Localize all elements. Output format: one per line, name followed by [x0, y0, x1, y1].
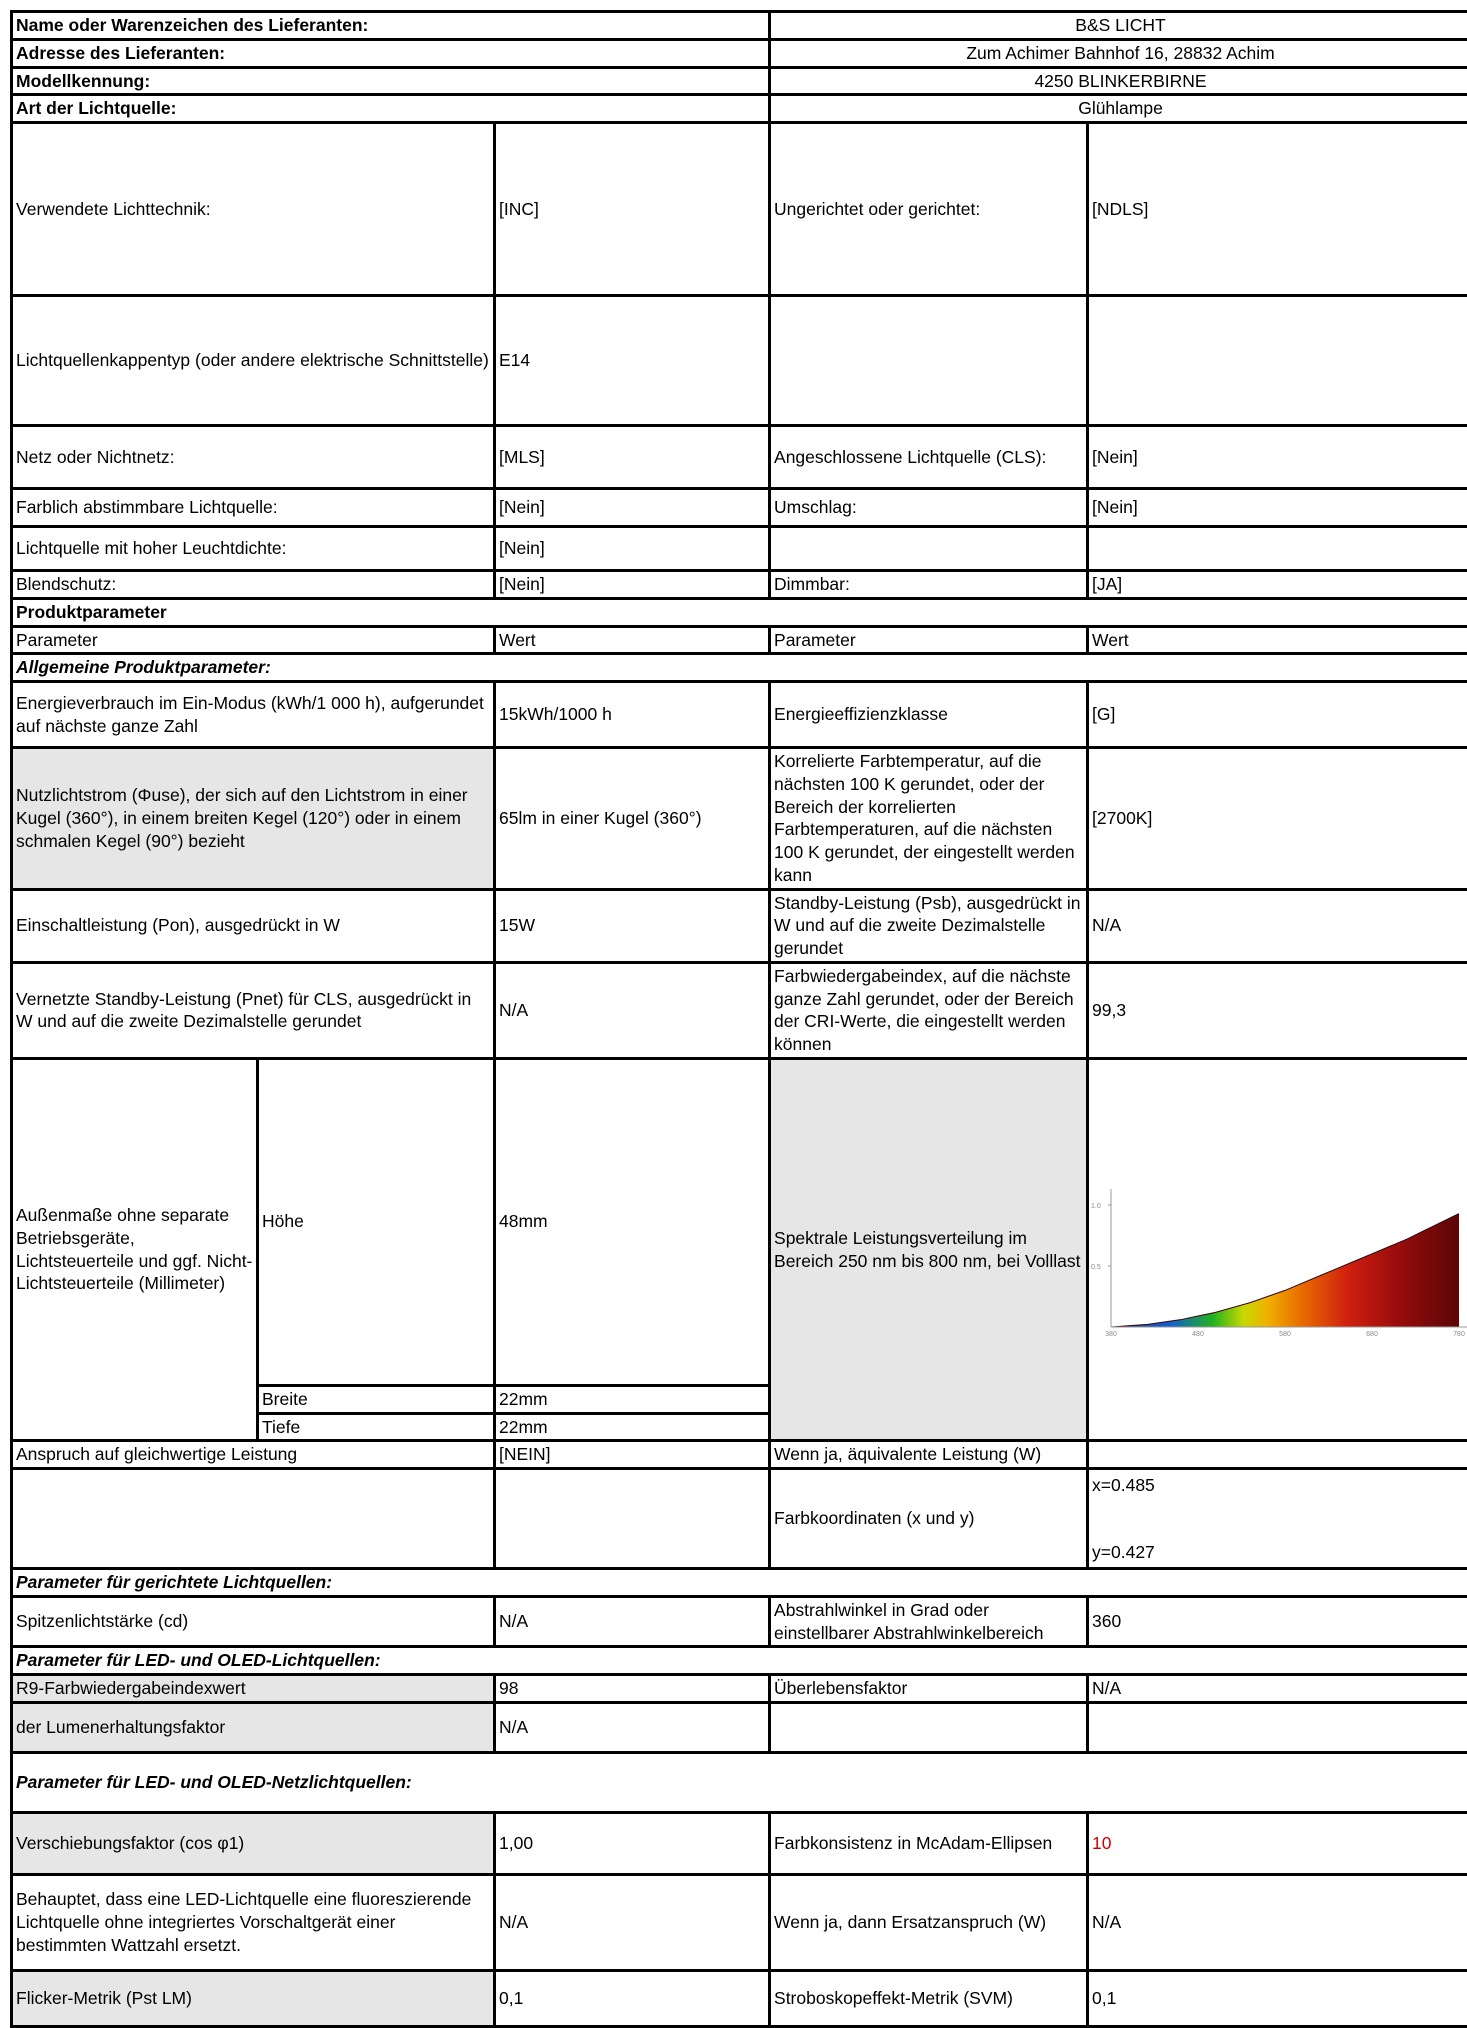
product-params-title-row [12, 598, 1467, 626]
beam-angle-value: 360 [1088, 1596, 1467, 1647]
peak-intensity-label: Spitzenlichtstärke (cd) [12, 1596, 495, 1647]
cap-type-row [12, 296, 1467, 426]
useful-flux-value: 65lm in einer Kugel (360°) [495, 748, 770, 890]
chroma-x-value: x=0.485 [1092, 1474, 1467, 1497]
chroma-y-value: y=0.427 [1092, 1541, 1467, 1564]
mains-row [12, 426, 1467, 489]
product-information-sheet [10, 10, 1467, 2028]
supplier-address-value: Zum Achimer Bahnhof 16, 28832 Achim [770, 39, 1467, 67]
light-source-type-value: Glühlampe [770, 95, 1467, 123]
led-mains-title-row [12, 1752, 1467, 1812]
anti-glare-label: Blendschutz: [12, 571, 495, 599]
directional-value: [NDLS] [1088, 123, 1467, 296]
connected-value: [Nein] [1088, 426, 1467, 489]
directional-label: Ungerichtet oder gerichtet: [770, 123, 1088, 296]
supplier-name-label: Name oder Warenzeichen des Lieferanten: [12, 12, 770, 40]
cap-type-label: Lichtquellenkappentyp (oder andere elektrische Schnittstelle) [12, 296, 495, 426]
energy-row [12, 682, 1467, 748]
r9-label: R9-Farbwiedergabeindexwert [12, 1675, 495, 1703]
on-power-row [12, 889, 1467, 962]
flicker-row [12, 1970, 1467, 2026]
width-value: 22mm [495, 1385, 770, 1413]
empty-cell [495, 1469, 770, 1569]
cap-type-value: E14 [495, 296, 770, 426]
spectral-distribution-chart [1089, 1135, 1467, 1365]
dimmable-value: [JA] [1088, 571, 1467, 599]
dimensions-label: Außenmaße ohne separate Betriebsgeräte, Lichtsteuerteile und ggf. Nicht-Lichtsteuerteile (Millimeter) [12, 1058, 258, 1441]
survival-label: Überlebensfaktor [770, 1675, 1088, 1703]
general-params-title: Allgemeine Produktparameter: [12, 654, 1467, 682]
useful-flux-row [12, 748, 1467, 890]
r9-value: 98 [495, 1675, 770, 1703]
col-header-param: Parameter [12, 626, 495, 654]
model-row [12, 67, 1467, 95]
net-standby-value: N/A [495, 962, 770, 1058]
spd-chart-cell [1088, 1058, 1467, 1441]
empty-cell [12, 1469, 495, 1569]
high-luminance-row [12, 527, 1467, 571]
width-label: Breite [258, 1385, 495, 1413]
cct-label: Korrelierte Farbtemperatur, auf die nächsten 100 K gerundet, oder der Bereich der korrelierten Farbtemperaturen, auf die nächsten 100 K gerundet, der eingestellt werden kann [770, 748, 1088, 890]
height-value: 48mm [495, 1058, 770, 1385]
empty-cell [1088, 527, 1467, 571]
spd-label: Spektrale Leistungsverteilung im Bereich 250 nm bis 800 nm, bei Volllast [770, 1058, 1088, 1441]
energy-value: 15kWh/1000 h [495, 682, 770, 748]
mains-value: [MLS] [495, 426, 770, 489]
cct-value: [2700K] [1088, 748, 1467, 890]
lumen-maint-value: N/A [495, 1702, 770, 1752]
equiv-claim-row [12, 1441, 1467, 1469]
peak-intensity-row [12, 1596, 1467, 1647]
directional-title-row [12, 1569, 1467, 1597]
x-tick-label: 480 [1192, 1331, 1204, 1338]
color-tunable-value: [Nein] [495, 489, 770, 527]
color-tunable-label: Farblich abstimmbare Lichtquelle: [12, 489, 495, 527]
flicker-value: 0,1 [495, 1970, 770, 2026]
survival-value: N/A [1088, 1675, 1467, 1703]
light-source-type-row [12, 95, 1467, 123]
flicker-label: Flicker-Metrik (Pst LM) [12, 1970, 495, 2026]
dimmable-label: Dimmbar: [770, 571, 1088, 599]
empty-cell [770, 296, 1088, 426]
connected-label: Angeschlossene Lichtquelle (CLS): [770, 426, 1088, 489]
chromaticity-label: Farbkoordinaten (x und y) [770, 1469, 1088, 1569]
stroboscopic-value: 0,1 [1088, 1970, 1467, 2026]
color-consistency-value: 10 [1088, 1812, 1467, 1874]
displacement-value: 1,00 [495, 1812, 770, 1874]
x-tick-label: 580 [1279, 1331, 1291, 1338]
y-tick-label: 1.0 [1091, 1203, 1101, 1210]
equiv-claim-label: Anspruch auf gleichwertige Leistung [12, 1441, 495, 1469]
efficiency-class-label: Energieeffizienzklasse [770, 682, 1088, 748]
led-mains-title: Parameter für LED- und OLED-Netzlichtquellen: [12, 1752, 1467, 1812]
spd-area [1111, 1213, 1459, 1326]
displacement-row [12, 1812, 1467, 1874]
mains-label: Netz oder Nichtnetz: [12, 426, 495, 489]
cri-value: 99,3 [1088, 962, 1467, 1058]
high-luminance-label: Lichtquelle mit hoher Leuchtdichte: [12, 527, 495, 571]
model-label: Modellkennung: [12, 67, 770, 95]
model-value: 4250 BLINKERBIRNE [770, 67, 1467, 95]
empty-cell [770, 1702, 1088, 1752]
net-standby-row [12, 962, 1467, 1058]
led-title: Parameter für LED- und OLED-Lichtquellen: [12, 1647, 1467, 1675]
replacement-label: Behauptet, dass eine LED-Lichtquelle eine fluoreszierende Lichtquelle ohne integriertes Vorschaltgerät einer bestimmten Wattzahl ersetzt. [12, 1874, 495, 1970]
envelope-label: Umschlag: [770, 489, 1088, 527]
efficiency-class-value: [G] [1088, 682, 1467, 748]
depth-label: Tiefe [258, 1413, 495, 1441]
y-tick-label: 0.5 [1091, 1264, 1101, 1271]
height-label: Höhe [258, 1058, 495, 1385]
lighting-tech-row [12, 123, 1467, 296]
anti-glare-value: [Nein] [495, 571, 770, 599]
replacement-value: N/A [495, 1874, 770, 1970]
x-tick-label: 380 [1105, 1331, 1117, 1338]
lighting-tech-value: [INC] [495, 123, 770, 296]
equiv-power-value [1088, 1441, 1467, 1469]
on-power-value: 15W [495, 889, 770, 962]
x-tick-label: 780 [1453, 1331, 1465, 1338]
spd-plot [1091, 1189, 1467, 1338]
led-title-row [12, 1647, 1467, 1675]
chromaticity-stack [1092, 1474, 1467, 1564]
col-header-value: Wert [495, 626, 770, 654]
net-standby-label: Vernetzte Standby-Leistung (Pnet) für CLS, ausgedrückt in W und auf die zweite Dezimalstelle gerundet [12, 962, 495, 1058]
replacement-claim-label: Wenn ja, dann Ersatzanspruch (W) [770, 1874, 1088, 1970]
useful-flux-label: Nutzlichtstrom (Φuse), der sich auf den Lichtstrom in einer Kugel (360°), in einem breiten Kegel (120°) oder in einem schmalen Kegel (90°) bezieht [12, 748, 495, 890]
col-header-value: Wert [1088, 626, 1467, 654]
high-luminance-value: [Nein] [495, 527, 770, 571]
empty-cell [1088, 1702, 1467, 1752]
color-tunable-row [12, 489, 1467, 527]
stroboscopic-label: Stroboskopeffekt-Metrik (SVM) [770, 1970, 1088, 2026]
replacement-claim-value: N/A [1088, 1874, 1467, 1970]
lumen-maint-row [12, 1702, 1467, 1752]
lighting-tech-label: Verwendete Lichttechnik: [12, 123, 495, 296]
equiv-claim-value: [NEIN] [495, 1441, 770, 1469]
col-header-param: Parameter [770, 626, 1088, 654]
energy-label: Energieverbrauch im Ein-Modus (kWh/1 000 h), aufgerundet auf nächste ganze Zahl [12, 682, 495, 748]
supplier-address-label: Adresse des Lieferanten: [12, 39, 770, 67]
on-power-label: Einschaltleistung (Pon), ausgedrückt in W [12, 889, 495, 962]
displacement-label: Verschiebungsfaktor (cos φ1) [12, 1812, 495, 1874]
directional-title: Parameter für gerichtete Lichtquellen: [12, 1569, 1467, 1597]
equiv-power-label: Wenn ja, äquivalente Leistung (W) [770, 1441, 1088, 1469]
chromaticity-values [1088, 1469, 1467, 1569]
color-consistency-label: Farbkonsistenz in McAdam-Ellipsen [770, 1812, 1088, 1874]
depth-value: 22mm [495, 1413, 770, 1441]
column-header-row [12, 626, 1467, 654]
supplier-name-row [12, 12, 1467, 40]
r9-row [12, 1675, 1467, 1703]
supplier-name-value: B&S LICHT [770, 12, 1467, 40]
empty-cell [1088, 296, 1467, 426]
peak-intensity-value: N/A [495, 1596, 770, 1647]
beam-angle-label: Abstrahlwinkel in Grad oder einstellbarer Abstrahlwinkelbereich [770, 1596, 1088, 1647]
product-params-title: Produktparameter [12, 598, 1467, 626]
anti-glare-row [12, 571, 1467, 599]
replacement-row [12, 1874, 1467, 1970]
supplier-address-row [12, 39, 1467, 67]
chromaticity-row [12, 1469, 1467, 1569]
light-source-type-label: Art der Lichtquelle: [12, 95, 770, 123]
empty-cell [770, 527, 1088, 571]
envelope-value: [Nein] [1088, 489, 1467, 527]
standby-value: N/A [1088, 889, 1467, 962]
dimensions-height-row [12, 1058, 1467, 1385]
standby-label: Standby-Leistung (Psb), ausgedrückt in W und auf die zweite Dezimalstelle gerundet [770, 889, 1088, 962]
cri-label: Farbwiedergabeindex, auf die nächste ganze Zahl gerundet, oder der Bereich der CRI-Werte, die eingestellt werden können [770, 962, 1088, 1058]
general-params-title-row [12, 654, 1467, 682]
x-tick-label: 680 [1366, 1331, 1378, 1338]
lumen-maint-label: der Lumenerhaltungsfaktor [12, 1702, 495, 1752]
